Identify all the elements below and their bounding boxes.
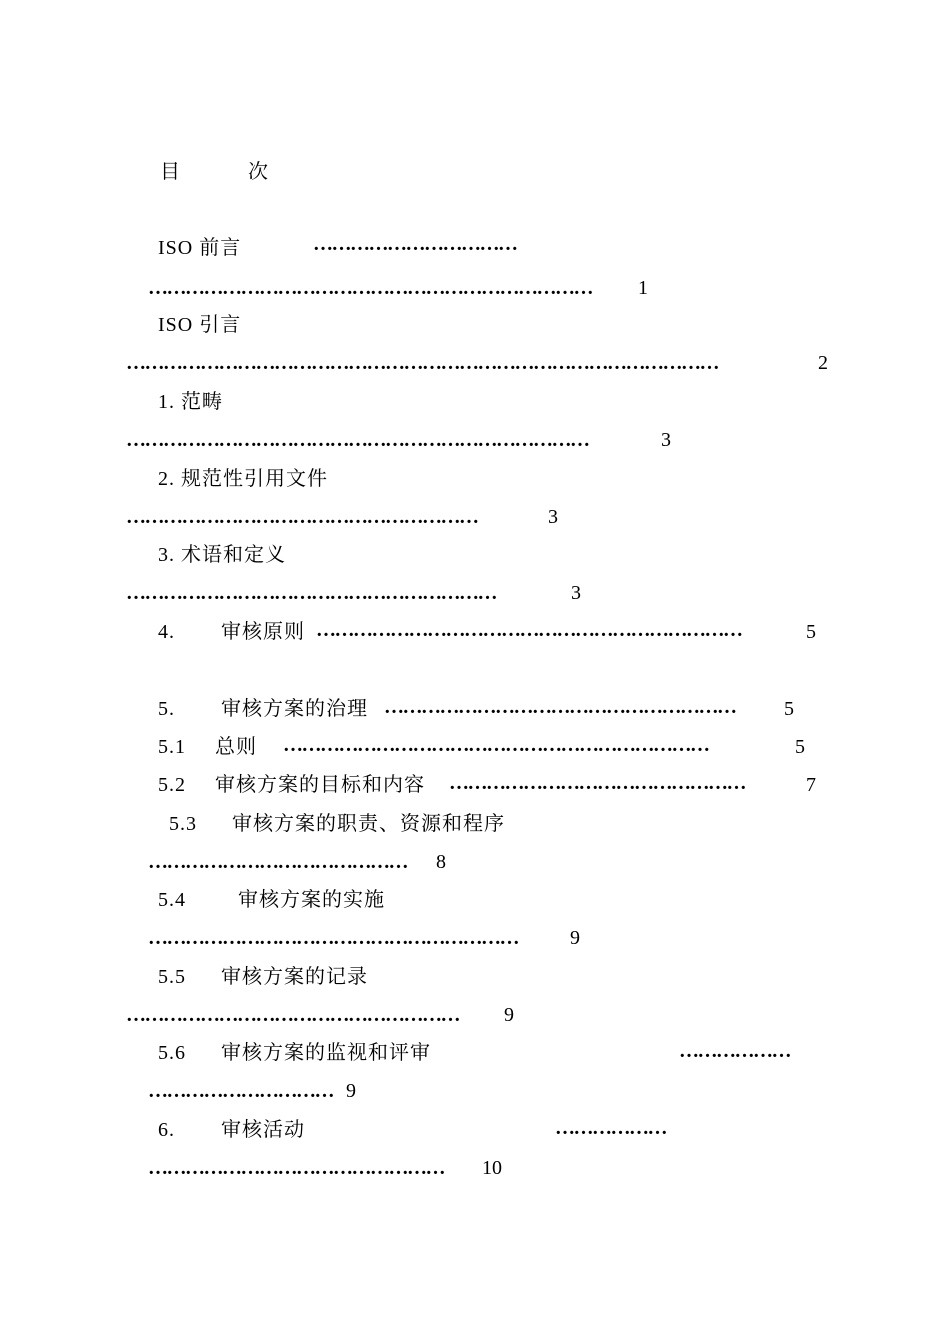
toc-entry-label: 3. 术语和定义 (158, 544, 286, 566)
toc-entry-leader: …………………………………………………………………………………… (126, 352, 718, 374)
toc-entry-page-number: 5 (795, 736, 805, 758)
toc-entry-label: 审核方案的实施 (238, 889, 385, 911)
toc-entry-page-number: 9 (570, 927, 580, 949)
toc-entry-leader: ……………………………………………… (126, 1004, 459, 1026)
toc-entry-leader: ………………………………………………… (126, 506, 478, 528)
toc-entry-leader: ……………… (679, 1040, 790, 1062)
toc-entry-label: ISO 前言 (158, 237, 242, 259)
toc-entry-number: 5.1 (158, 736, 186, 758)
toc-entry-page-number: 9 (346, 1080, 356, 1102)
toc-entry-number: 5.5 (158, 966, 186, 988)
toc-entry-leader: ……………… (555, 1117, 666, 1139)
toc-entry-leader: ……………………………………………………………… (148, 277, 592, 299)
toc-title-char-1: 目 (160, 161, 180, 183)
toc-entry-page-number: 2 (818, 352, 828, 374)
toc-entry-label: 1. 范畴 (158, 391, 223, 413)
toc-entry-label: 审核原则 (221, 621, 305, 643)
toc-entry-label: 审核方案的监视和评审 (221, 1042, 431, 1064)
toc-entry-leader: …………………………… (313, 233, 517, 255)
toc-entry-number: 5.3 (169, 813, 197, 835)
toc-entry-leader: …………………………………………………… (126, 582, 496, 604)
toc-entry-leader: …………………………………… (148, 851, 407, 873)
toc-entry-leader: ………………………………………………… (384, 696, 736, 718)
toc-entry-number: 4. (158, 621, 175, 643)
toc-entry-page-number: 5 (806, 621, 816, 643)
toc-entry-leader: ………………………………………… (449, 772, 745, 794)
toc-entry-page-number: 7 (806, 774, 816, 796)
toc-entry-leader: ………………………………………………………………… (126, 429, 589, 451)
toc-entry-page-number: 1 (638, 277, 648, 299)
toc-entry-label: 审核方案的记录 (221, 966, 368, 988)
toc-entry-leader: …………………………………………………………… (283, 734, 709, 756)
toc-entry-label: ISO 引言 (158, 314, 242, 336)
toc-entry-leader: …………………………………………………………… (316, 619, 742, 641)
toc-entry-label: 审核方案的职责、资源和程序 (232, 813, 505, 835)
toc-entry-leader: ………………………… (148, 1080, 333, 1102)
toc-entry-page-number: 3 (661, 429, 671, 451)
toc-entry-label: 审核方案的目标和内容 (215, 774, 425, 796)
toc-entry-page-number: 3 (571, 582, 581, 604)
toc-entry-page-number: 8 (436, 851, 446, 873)
toc-entry-label: 2. 规范性引用文件 (158, 468, 328, 490)
toc-entry-label: 总则 (215, 736, 257, 758)
toc-entry-number: 5.2 (158, 774, 186, 796)
toc-title-char-2: 次 (248, 161, 268, 183)
toc-entry-page-number: 5 (784, 698, 794, 720)
toc-entry-leader: ………………………………………… (148, 1157, 444, 1179)
toc-entry-page-number: 10 (482, 1157, 502, 1179)
toc-entry-leader: …………………………………………………… (148, 927, 518, 949)
toc-entry-label: 审核方案的治理 (221, 698, 368, 720)
toc-entry-number: 5. (158, 698, 175, 720)
toc-entry-page-number: 3 (548, 506, 558, 528)
toc-entry-page-number: 9 (504, 1004, 514, 1026)
toc-entry-number: 5.4 (158, 889, 186, 911)
toc-entry-label: 审核活动 (221, 1119, 305, 1141)
toc-entry-number: 6. (158, 1119, 175, 1141)
toc-entry-number: 5.6 (158, 1042, 186, 1064)
